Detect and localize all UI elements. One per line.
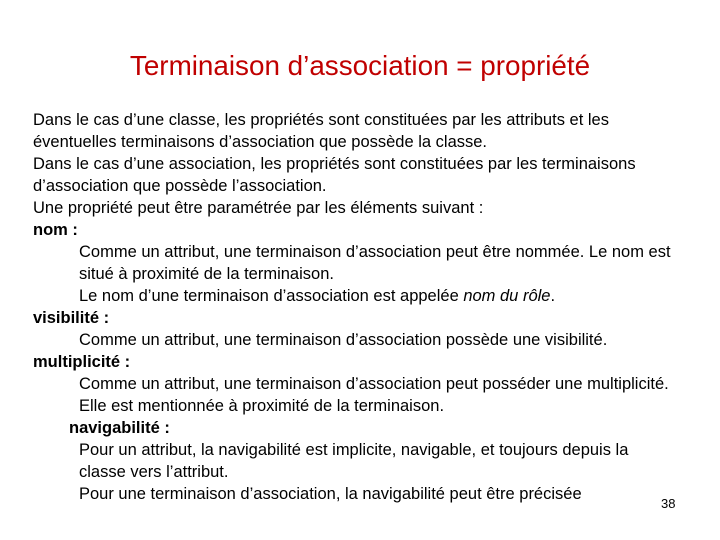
multiplicite-line: Comme un attribut, une terminaison d’association peut posséder une multiplicité. xyxy=(79,375,669,393)
navigabilite-label: navigabilité : xyxy=(69,419,170,437)
paragraph-line: Dans le cas d’une classe, les propriétés sont constituées par les attributs et les xyxy=(33,111,609,129)
slide-title: Terminaison d’association = propriété xyxy=(129,50,591,81)
nom-line xyxy=(79,286,555,306)
nom-role-text: Le nom d’une terminaison d’association est appelée xyxy=(79,287,464,305)
navigabilite-line: classe vers l’attribut. xyxy=(79,463,229,481)
nom-line: situé à proximité de la terminaison. xyxy=(79,265,334,283)
nom-line: Comme un attribut, une terminaison d’association peut être nommée. Le nom est xyxy=(79,243,671,261)
page-number: 38 xyxy=(661,496,676,511)
multiplicite-label: multiplicité : xyxy=(33,353,131,371)
navigabilite-line: Pour un attribut, la navigabilité est implicite, navigable, et toujours depuis la xyxy=(79,441,629,459)
paragraph-line: éventuelles terminaisons d’association que possède la classe. xyxy=(33,133,488,151)
navigabilite-line: Pour une terminaison d’association, la navigabilité peut être précisée xyxy=(79,485,582,503)
paragraph-line: d’association que possède l’association. xyxy=(33,177,327,195)
visibilite-line: Comme un attribut, une terminaison d’association possède une visibilité. xyxy=(79,331,608,349)
paragraph-line: Dans le cas d’une association, les propriétés sont constituées par les terminaisons xyxy=(33,155,636,173)
visibilite-label: visibilité : xyxy=(33,309,110,327)
multiplicite-line: Elle est mentionnée à proximité de la terminaison. xyxy=(79,397,445,415)
paragraph-line: Une propriété peut être paramétrée par les éléments suivant : xyxy=(33,199,484,217)
nom-label: nom : xyxy=(33,221,78,239)
nom-du-role-term: nom du rôle xyxy=(463,287,551,305)
nom-role-end: . xyxy=(550,287,556,305)
